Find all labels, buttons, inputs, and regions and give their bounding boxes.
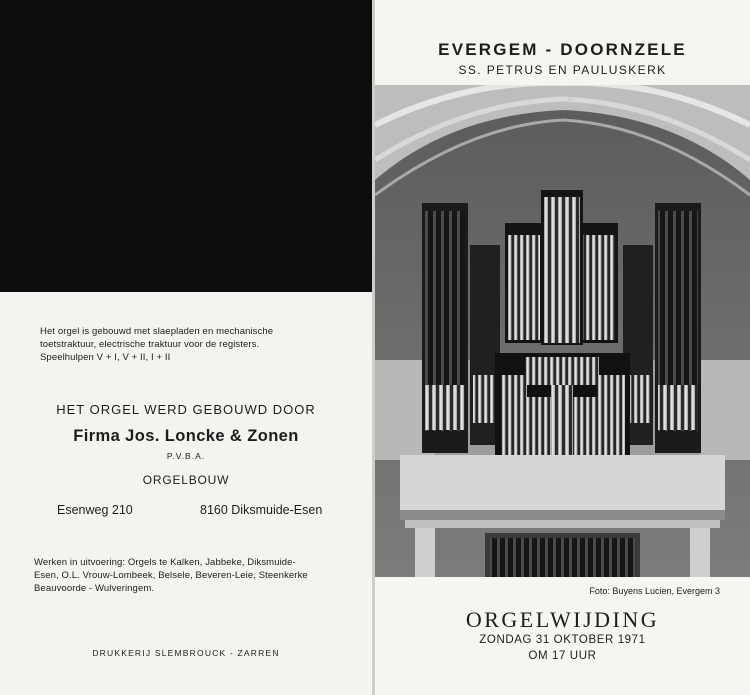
description-line: toetstraktuur, electrische traktuur voor de registers. [40, 339, 260, 350]
works-line: Werken in uitvoering: Orgels te Kalken, Jabbeke, Diksmuide- [34, 557, 296, 568]
description-line: Het orgel is gebouwd met slaepladen en mechanische [40, 326, 274, 337]
right-panel [375, 0, 750, 695]
printer-credit: DRUKKERIJ SLEMBROUCK - ZARREN [92, 648, 280, 658]
event-date: ZONDAG 31 OKTOBER 1971 [479, 634, 646, 646]
black-block [0, 0, 372, 292]
address-street: Esenweg 210 [57, 503, 133, 517]
left-panel [0, 0, 372, 695]
firm-name: Firma Jos. Loncke & Zonen [73, 427, 299, 445]
trade-label: ORGELBOUW [142, 473, 230, 487]
organ-description [40, 325, 273, 364]
event-time: OM 17 UUR [528, 650, 597, 662]
main-title: ORGELWIJDING [465, 607, 660, 632]
works-in-progress [34, 556, 308, 595]
photo-credit: Foto: Buyens Lucien, Evergem 3 [589, 586, 720, 596]
description-line: Speelhulpen V + I, V + II, I + II [40, 352, 171, 363]
legal-form: P.V.B.A. [166, 451, 206, 461]
built-by-heading: HET ORGEL WERD GEBOUWD DOOR [56, 402, 316, 417]
header-title: EVERGEM - DOORNZELE [438, 40, 687, 59]
header-subtitle: SS. PETRUS EN PAULUSKERK [458, 63, 667, 77]
organ-photo [375, 85, 750, 577]
works-line: Esen, O.L. Vrouw-Lombeek, Belsele, Beveren-Leie, Steenkerke [34, 570, 308, 581]
works-line: Beauvoorde - Wulveringem. [34, 583, 155, 594]
address-city: 8160 Diksmuide-Esen [200, 503, 323, 517]
